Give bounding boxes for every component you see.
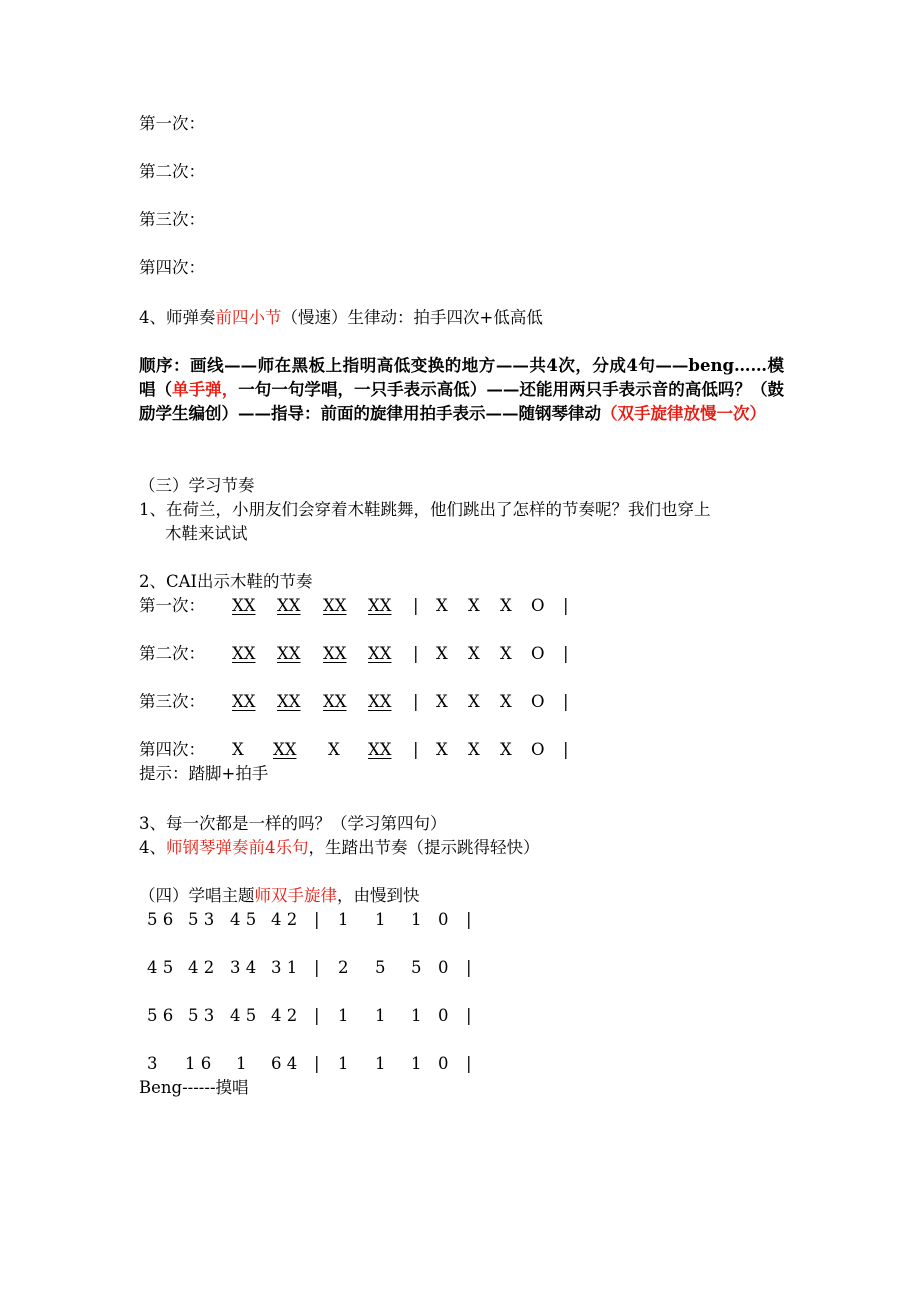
item-4-rhythm [139, 306, 543, 330]
melody-note: 1 [411, 1006, 422, 1025]
melody-row [139, 1004, 779, 1028]
melody-note: 1 [375, 910, 386, 929]
line-first-time: 第一次： [139, 114, 205, 133]
rhythm-note: X [232, 740, 244, 759]
order-text-2: 一句一句学唱，一只手表示高低）——还能用两只手表示音的高低吗？（鼓励学生编创）——指导：前面的旋律用拍手表示——随钢琴律动 [139, 380, 785, 423]
melody-note: 1 [375, 1006, 386, 1025]
rhythm-note: XX [368, 596, 392, 615]
rhythm-note: O [531, 740, 545, 759]
rhythm-note: X [328, 740, 340, 759]
rhythm-note: XX [232, 596, 256, 615]
rhythm-note: X [468, 740, 480, 759]
bar-line: | [563, 644, 569, 663]
melody-note: 1 [236, 1054, 247, 1073]
melody-note: 1 [411, 1054, 422, 1073]
rhythm-note: X [468, 596, 480, 615]
rhythm-hint: 提示：踏脚+拍手 [139, 764, 269, 783]
rhythm-row [139, 642, 779, 666]
melody-note: 5 [375, 958, 386, 977]
bar-line: | [314, 958, 320, 977]
bar-line: | [314, 1054, 320, 1073]
rhythm-note: X [436, 740, 448, 759]
line-third-time: 第三次： [139, 210, 205, 229]
rhythm-note: X [468, 644, 480, 663]
bar-line: | [466, 1054, 472, 1073]
rhythm-note: O [531, 596, 545, 615]
section-4-title [139, 884, 420, 908]
rhythm-label: 第二次： [139, 644, 205, 663]
melody-note: 1 [375, 1054, 386, 1073]
bar-line: | [466, 910, 472, 929]
melody-row [139, 956, 779, 980]
rhythm-note: XX [277, 644, 301, 663]
rhythm-note: XX [273, 740, 297, 759]
rhythm-note: XX [368, 692, 392, 711]
bar-line: | [466, 958, 472, 977]
rhythm-row [139, 690, 779, 714]
melody-note: 6 4 [271, 1054, 298, 1073]
rhythm-note: X [436, 644, 448, 663]
item-4-prefix: 4、师弹奏 [139, 308, 216, 327]
section-3-title: （三）学习节奏 [139, 476, 255, 495]
melody-row [139, 908, 779, 932]
rhythm-note: X [436, 692, 448, 711]
rhythm-label: 第四次： [139, 740, 205, 759]
melody-note: 0 [438, 958, 449, 977]
melody-note: 5 [411, 958, 422, 977]
section-3-q2: 2、CAI出示木鞋的节奏 [139, 572, 313, 591]
section-4-title-a: （四）学唱主题 [139, 886, 255, 905]
section-3-q1-cont: 木鞋来试试 [165, 524, 248, 543]
section-3-q1: 1、在荷兰，小朋友们会穿着木鞋跳舞，他们跳出了怎样的节奏呢？我们也穿上 [139, 500, 711, 519]
section-3-q3: 3、每一次都是一样的吗？（学习第四句） [139, 814, 447, 833]
bar-line: | [314, 1006, 320, 1025]
melody-note: 4 2 [271, 910, 298, 929]
melody-ending: Beng------摸唱 [139, 1078, 249, 1097]
melody-note: 0 [438, 910, 449, 929]
melody-note: 1 [338, 1006, 349, 1025]
melody-note: 1 6 [185, 1054, 212, 1073]
item-4-suffix: （慢速）生律动：拍手四次+低高低 [281, 308, 543, 327]
rhythm-note: XX [323, 596, 347, 615]
rhythm-note: XX [232, 692, 256, 711]
melody-note: 2 [338, 958, 349, 977]
rhythm-note: X [500, 644, 512, 663]
bar-line: | [413, 644, 419, 663]
rhythm-note: XX [368, 644, 392, 663]
order-highlight-1: 单手弹， [172, 380, 239, 399]
bar-line: | [413, 596, 419, 615]
melody-note: 5 3 [188, 1006, 215, 1025]
section-3-q4-prefix: 4、 [139, 838, 166, 857]
rhythm-row [139, 594, 779, 618]
melody-note: 5 6 [147, 1006, 174, 1025]
bar-line: | [413, 692, 419, 711]
rhythm-row [139, 738, 779, 762]
melody-note: 3 4 [230, 958, 257, 977]
rhythm-note: O [531, 644, 545, 663]
melody-note: 5 6 [147, 910, 174, 929]
bar-line: | [466, 1006, 472, 1025]
section-4-title-highlight: 师双手旋律 [254, 886, 337, 905]
line-second-time: 第二次： [139, 162, 205, 181]
section-4-title-c: ，由慢到快 [337, 886, 420, 905]
melody-note: 4 2 [271, 1006, 298, 1025]
rhythm-note: X [468, 692, 480, 711]
rhythm-label: 第三次： [139, 692, 205, 711]
section-3-q4 [139, 836, 540, 860]
bar-line: | [563, 740, 569, 759]
line-fourth-time: 第四次： [139, 258, 205, 277]
melody-note: 4 5 [147, 958, 174, 977]
melody-note: 3 1 [271, 958, 298, 977]
bar-line: | [413, 740, 419, 759]
rhythm-note: XX [368, 740, 392, 759]
melody-note: 5 3 [188, 910, 215, 929]
section-3-q4-suffix: ，生踏出节奏（提示跳得轻快） [308, 838, 540, 857]
rhythm-note: XX [323, 644, 347, 663]
order-text-1: 顺序：画线——师在黑板上指明高低变换的地方——共4次，分成4句——beng……模唱（ [139, 356, 784, 399]
melody-note: 0 [438, 1006, 449, 1025]
rhythm-note: XX [232, 644, 256, 663]
melody-note: 1 [338, 910, 349, 929]
melody-note: 1 [338, 1054, 349, 1073]
melody-note: 4 2 [188, 958, 215, 977]
rhythm-note: O [531, 692, 545, 711]
bar-line: | [563, 596, 569, 615]
rhythm-note: X [500, 692, 512, 711]
melody-note: 3 [147, 1054, 158, 1073]
item-4-highlight: 前四小节 [215, 308, 282, 327]
rhythm-note: X [500, 596, 512, 615]
melody-row [139, 1052, 779, 1076]
section-3-q4-highlight: 师钢琴弹奏前4乐句 [166, 838, 309, 857]
melody-note: 1 [411, 910, 422, 929]
rhythm-note: X [436, 596, 448, 615]
rhythm-note: XX [277, 596, 301, 615]
melody-note: 4 5 [230, 1006, 257, 1025]
bar-line: | [563, 692, 569, 711]
order-highlight-2: （双手旋律放慢一次） [601, 404, 766, 423]
bar-line: | [314, 910, 320, 929]
melody-note: 4 5 [230, 910, 257, 929]
melody-note: 0 [438, 1054, 449, 1073]
rhythm-note: X [500, 740, 512, 759]
rhythm-note: XX [323, 692, 347, 711]
rhythm-note: XX [277, 692, 301, 711]
order-paragraph [139, 354, 784, 426]
rhythm-label: 第一次： [139, 596, 205, 615]
